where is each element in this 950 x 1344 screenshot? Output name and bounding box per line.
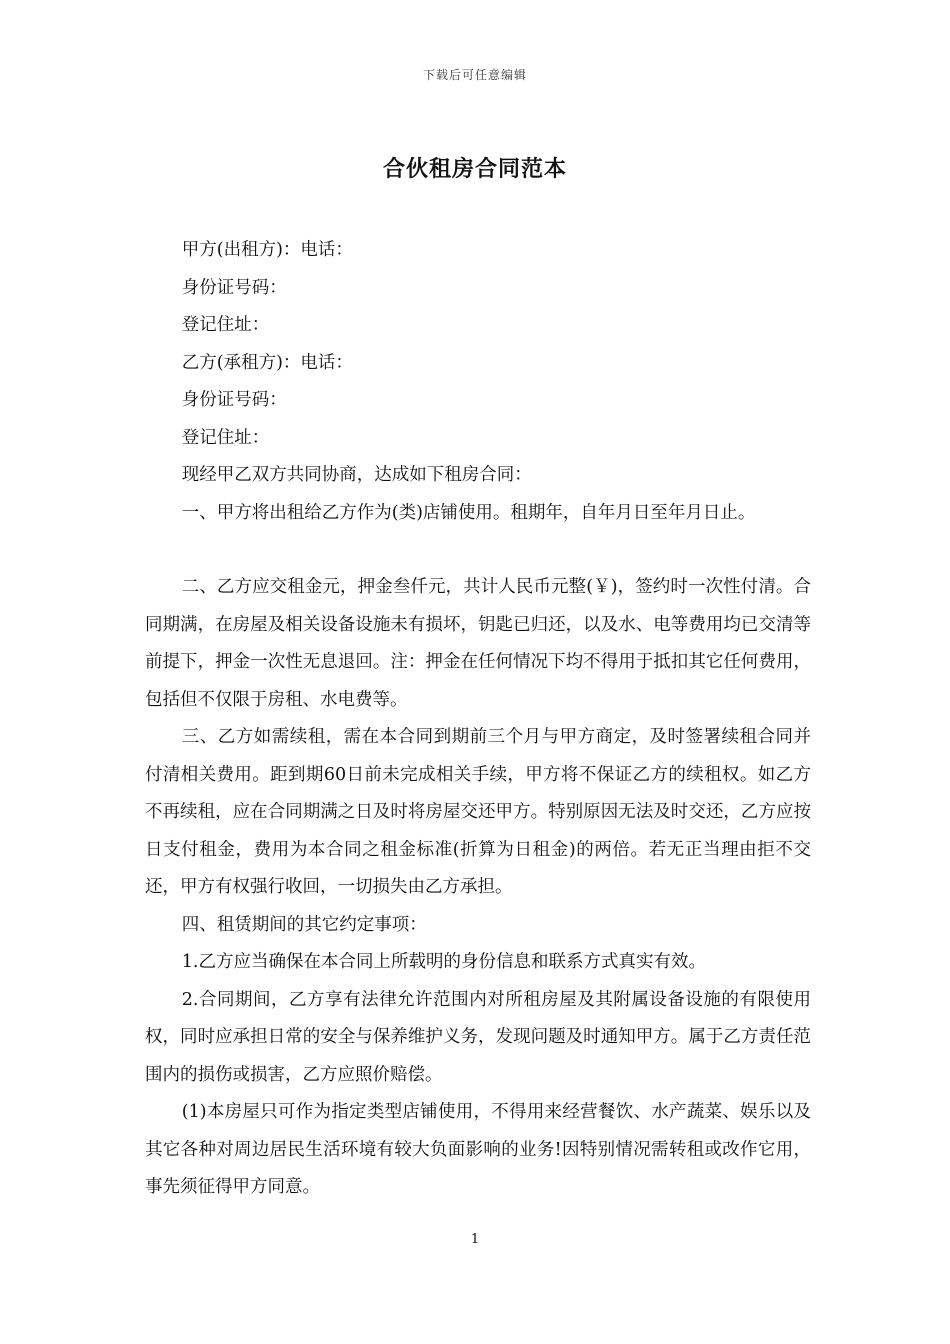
clause-4-item-2: 2.合同期间，乙方享有法律允许范围内对所租房屋及其附属设备设施的有限使用权，同时应承担日常的安全与保养维护义务，发现问题及时通知甲方。属于乙方责任范围内的损伤或损害，乙方应照价赔偿。 (145, 989, 811, 1085)
intro-paragraph: 现经甲乙双方共同协商，达成如下租房合同： (181, 465, 532, 485)
clause-4-heading: 四、租赁期间的其它约定事项： (181, 914, 427, 935)
party-a-address-line: 登记住址： (181, 315, 270, 335)
party-a-line: 甲方(出租方)：电话： (181, 240, 353, 260)
contract-body (145, 232, 811, 1207)
party-b-address-line: 登记住址： (181, 427, 270, 448)
clause-4-item-1: 1.乙方应当确保在本合同上所载明的身份信息和联系方式真实有效。 (181, 952, 706, 972)
party-b-id-line: 身份证号码： (181, 390, 287, 410)
party-b-line: 乙方(承租方)：电话： (181, 352, 353, 373)
document-title: 合伙租房合同范本 (382, 157, 567, 182)
clause-2: 二、乙方应交租金元，押金叁仟元，共计人民币元整(￥)，签约时一次性付清。合同期满，在房屋及相关设备设施未有损坏，钥匙已归还，以及水、电等费用均已交清等前提下，押金一次性无息退回。注：押金在任何情况下均不得用于抵扣其它任何费用，包括但不仅限于房租、水电费等。 (145, 577, 811, 710)
clause-3: 三、乙方如需续租，需在本合同到期前三个月与甲方商定，及时签署续租合同并付清相关费用。距到期60日前未完成相关手续，甲方将不保证乙方的续租权。如乙方不再续租，应在合同期满之日及时将房屋交还甲方。特别原因无法及时交还，乙方应按日支付租金，费用为本合同之租金标准(折算为日租金)的两倍。若无正当理由拒不交还，甲方有权强行收回，一切损失由乙方承担。 (145, 727, 811, 897)
clause-1: 一、甲方将出租给乙方作为(类)店铺使用。租期年，自年月日至年月日止。 (181, 502, 756, 523)
page-number: 1 (470, 1232, 480, 1247)
party-a-id-line: 身份证号码： (181, 277, 287, 298)
header-note: 下载后可任意编辑 (422, 68, 527, 82)
clause-4-item-2-sub-1: (1)本房屋只可作为指定类型店铺使用，不得用来经营餐饮、水产蔬菜、娱乐以及其它各种对周边居民生活环境有较大负面影响的业务!因特别情况需转租或改作它用，事先须征得甲方同意。 (145, 1102, 811, 1197)
